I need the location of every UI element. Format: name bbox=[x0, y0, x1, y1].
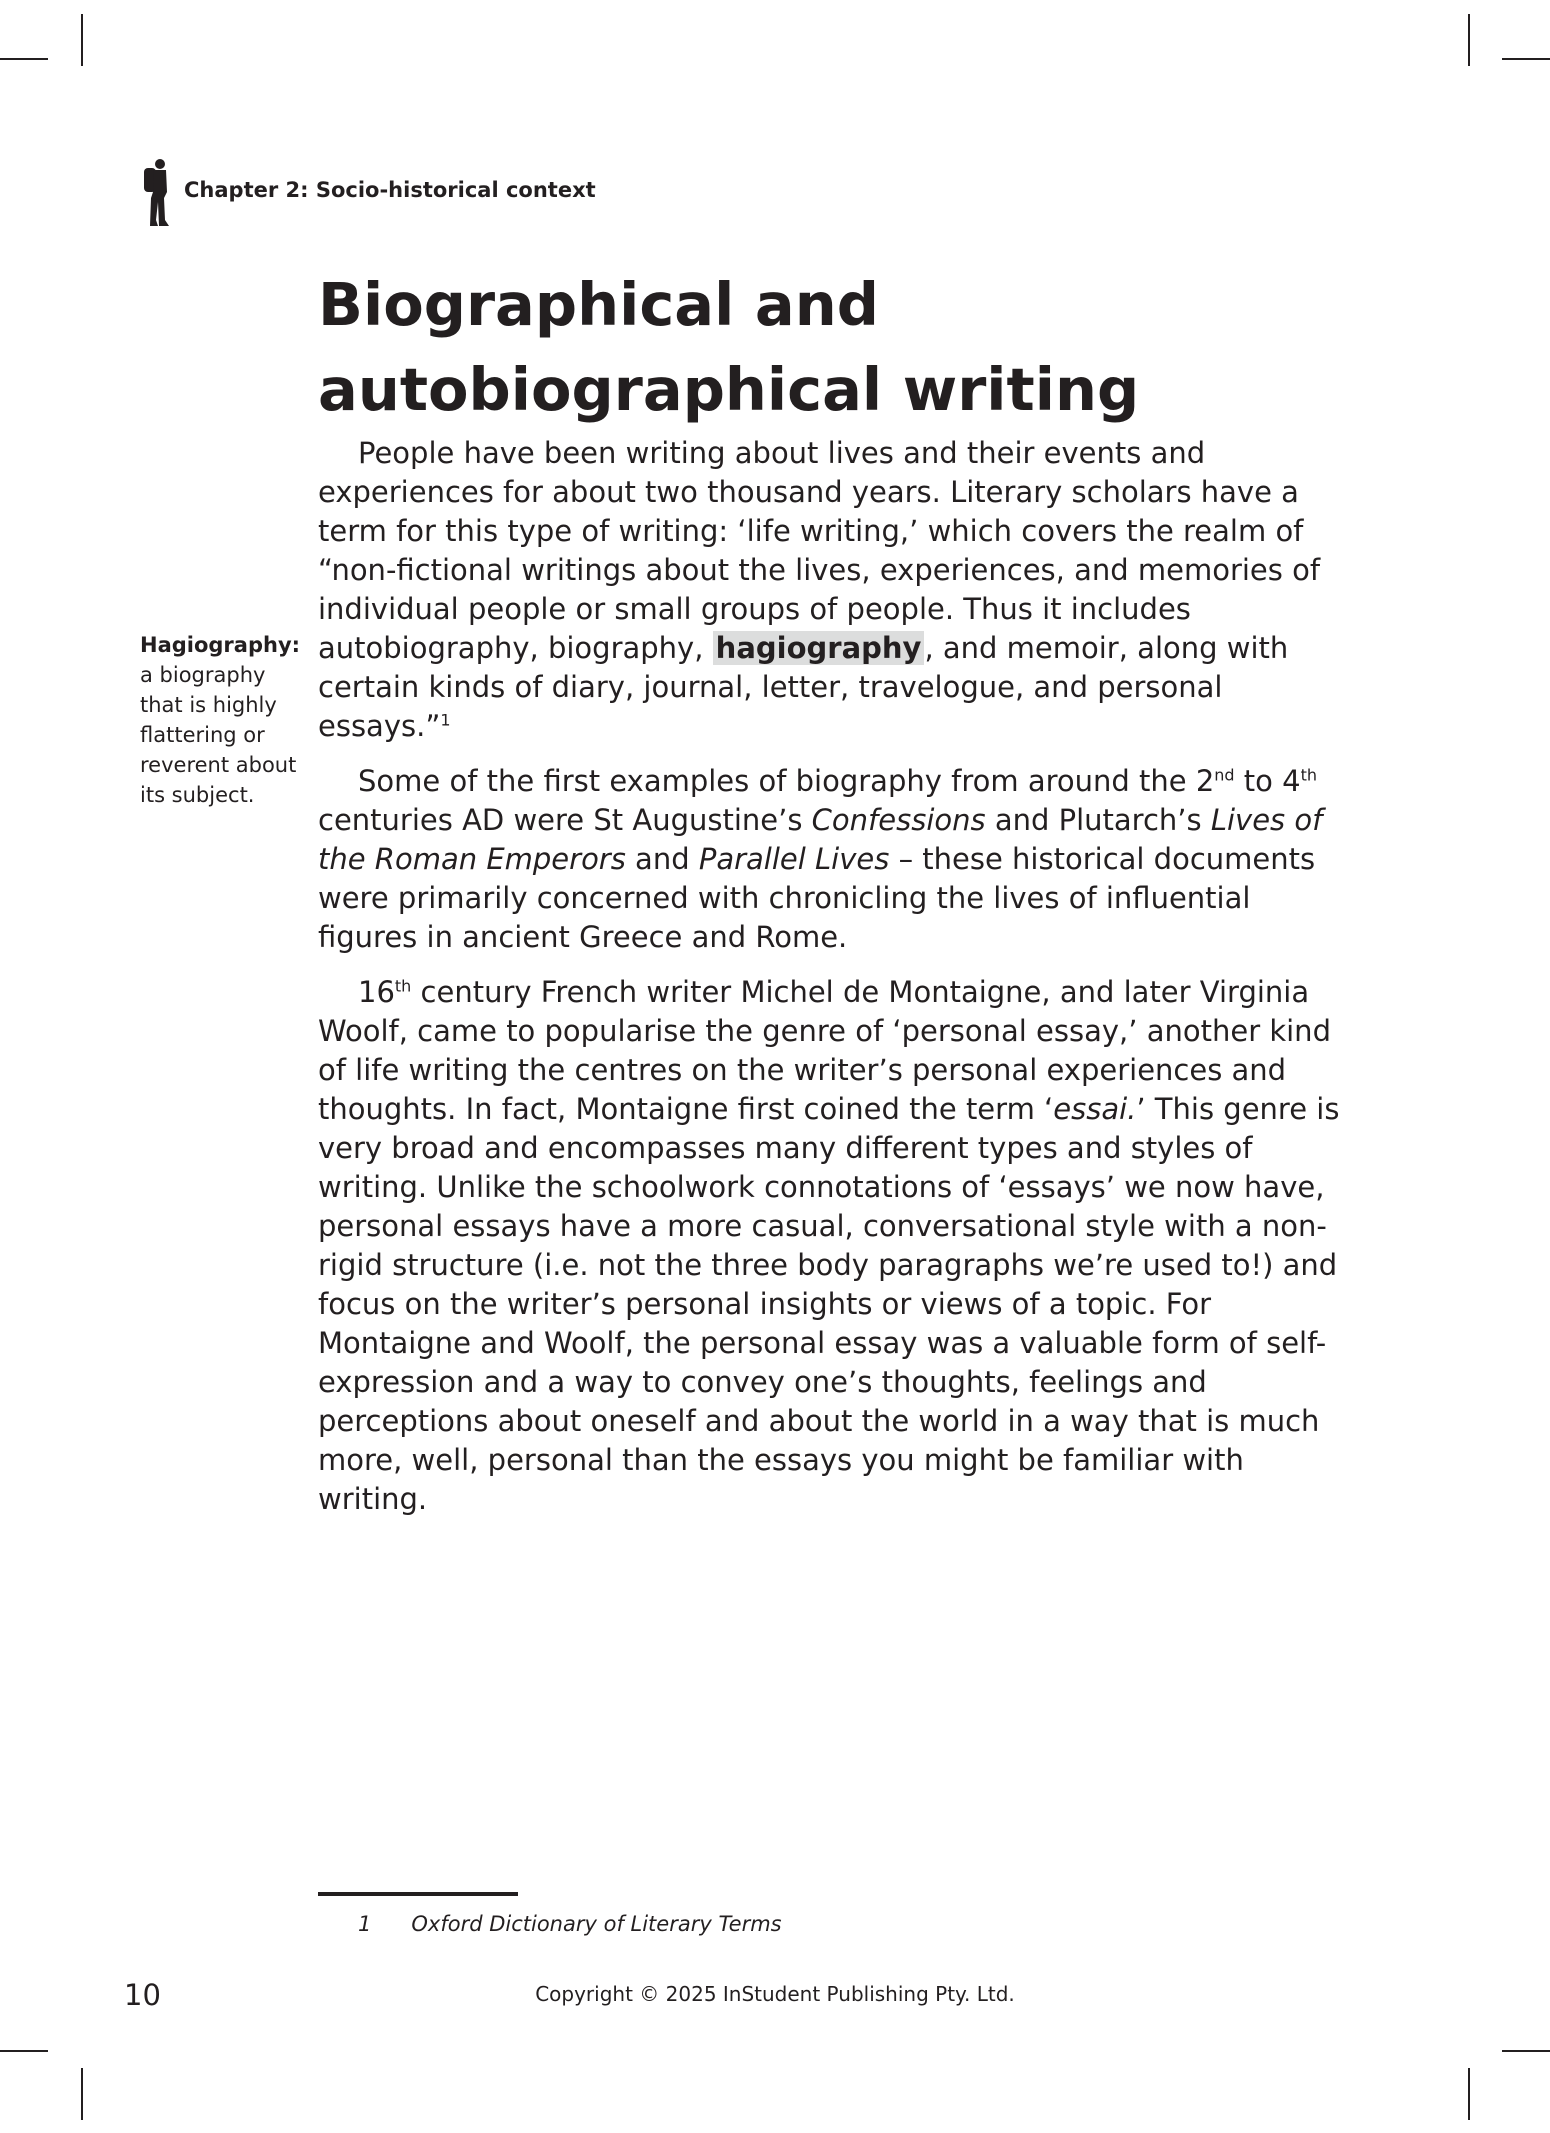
sidenote-term: Hagiography: bbox=[140, 633, 301, 657]
sidenote-definition: a biography that is highly flattering or reverent about its subject. bbox=[140, 663, 297, 807]
page-title bbox=[318, 262, 1378, 432]
ordinal-suffix: th bbox=[1300, 765, 1318, 785]
text-run: ’ This genre is very broad and encompasses many different types and styles of writing. Unlike the schoolwork connotations of ‘essays’ we now have, personal essays have a more casual, conversational style with a non-rigid structure (i.e. not the three body paragraphs we’re used to!) and focus on the writer’s personal insights or views of a topic. For Montaigne and Woolf, the personal essay was a valuable form of self-expression and a way to convey one’s thoughts, feelings and perceptions about oneself and about the world in a way that is much more, well, personal than the essays you might be familiar with writing. bbox=[318, 1092, 1340, 1516]
title-line: autobiographical writing bbox=[318, 355, 1140, 424]
paragraph bbox=[318, 762, 1348, 957]
text-run: and bbox=[625, 842, 699, 876]
text-run: People have been writing about lives and their events and experiences for about two thousand years. Literary scholars have a term for this type of writing: ‘life writing,’ which covers the realm of “non-fictional writings about the lives, experiences, and memories of individual people or small groups of people. Thus it includes autobiography, biography, bbox=[318, 436, 1321, 665]
work-title: Parallel Lives bbox=[698, 842, 890, 876]
glossary-sidenote bbox=[140, 630, 300, 810]
paragraph bbox=[318, 434, 1348, 746]
crop-mark bbox=[1502, 2050, 1550, 2052]
text-run: 16 bbox=[358, 975, 395, 1009]
crop-mark bbox=[1502, 58, 1550, 60]
footnote-source: Oxford Dictionary of Literary Terms bbox=[411, 1912, 782, 1936]
text-run: and Plutarch’s bbox=[985, 803, 1211, 837]
text-run: – these historical documents were primarily concerned with chronicling the lives of influential figures in ancient Greece and Rome. bbox=[318, 842, 1316, 954]
footnote bbox=[358, 1912, 782, 1936]
text-run: century French writer Michel de Montaigne, and later Virginia Woolf, came to popularise the genre of ‘personal essay,’ another kind of life writing the centres on the writer’s personal experiences and thoughts. In fact, Montaigne first coined the term ‘ bbox=[318, 975, 1331, 1126]
footnote-rule bbox=[318, 1892, 518, 1896]
hiker-silhouette-icon bbox=[140, 158, 172, 228]
text-run: to 4 bbox=[1234, 764, 1301, 798]
copyright-notice: Copyright © 2025 InStudent Publishing Pty. Ltd. bbox=[535, 1982, 1015, 2006]
glossary-term-highlight: hagiography bbox=[713, 631, 925, 665]
ordinal-suffix: th bbox=[394, 976, 412, 996]
foreign-term: essai. bbox=[1053, 1092, 1137, 1126]
text-run: centuries AD were St Augustine’s bbox=[318, 803, 812, 837]
ordinal-suffix: nd bbox=[1214, 765, 1235, 785]
crop-mark bbox=[1468, 2068, 1470, 2120]
crop-mark bbox=[81, 2068, 83, 2120]
crop-mark bbox=[0, 58, 48, 60]
footnote-number: 1 bbox=[358, 1912, 372, 1936]
title-line: Biographical and bbox=[318, 270, 879, 339]
work-title: Lives of the Roman Emperors bbox=[318, 803, 1323, 876]
page-number: 10 bbox=[124, 1978, 161, 2012]
chapter-label: Chapter 2: Socio-historical context bbox=[184, 178, 596, 202]
body-text bbox=[318, 434, 1348, 1535]
crop-mark bbox=[81, 14, 83, 66]
text-run: Some of the first examples of biography from around the 2 bbox=[358, 764, 1215, 798]
crop-mark bbox=[0, 2050, 48, 2052]
paragraph bbox=[318, 973, 1348, 1519]
text-run: , and memoir, along with certain kinds of diary, journal, letter, travelogue, and personal essays.” bbox=[318, 631, 1289, 743]
footnote-reference: 1 bbox=[440, 710, 451, 730]
work-title: Confessions bbox=[811, 803, 986, 837]
crop-mark bbox=[1468, 14, 1470, 66]
